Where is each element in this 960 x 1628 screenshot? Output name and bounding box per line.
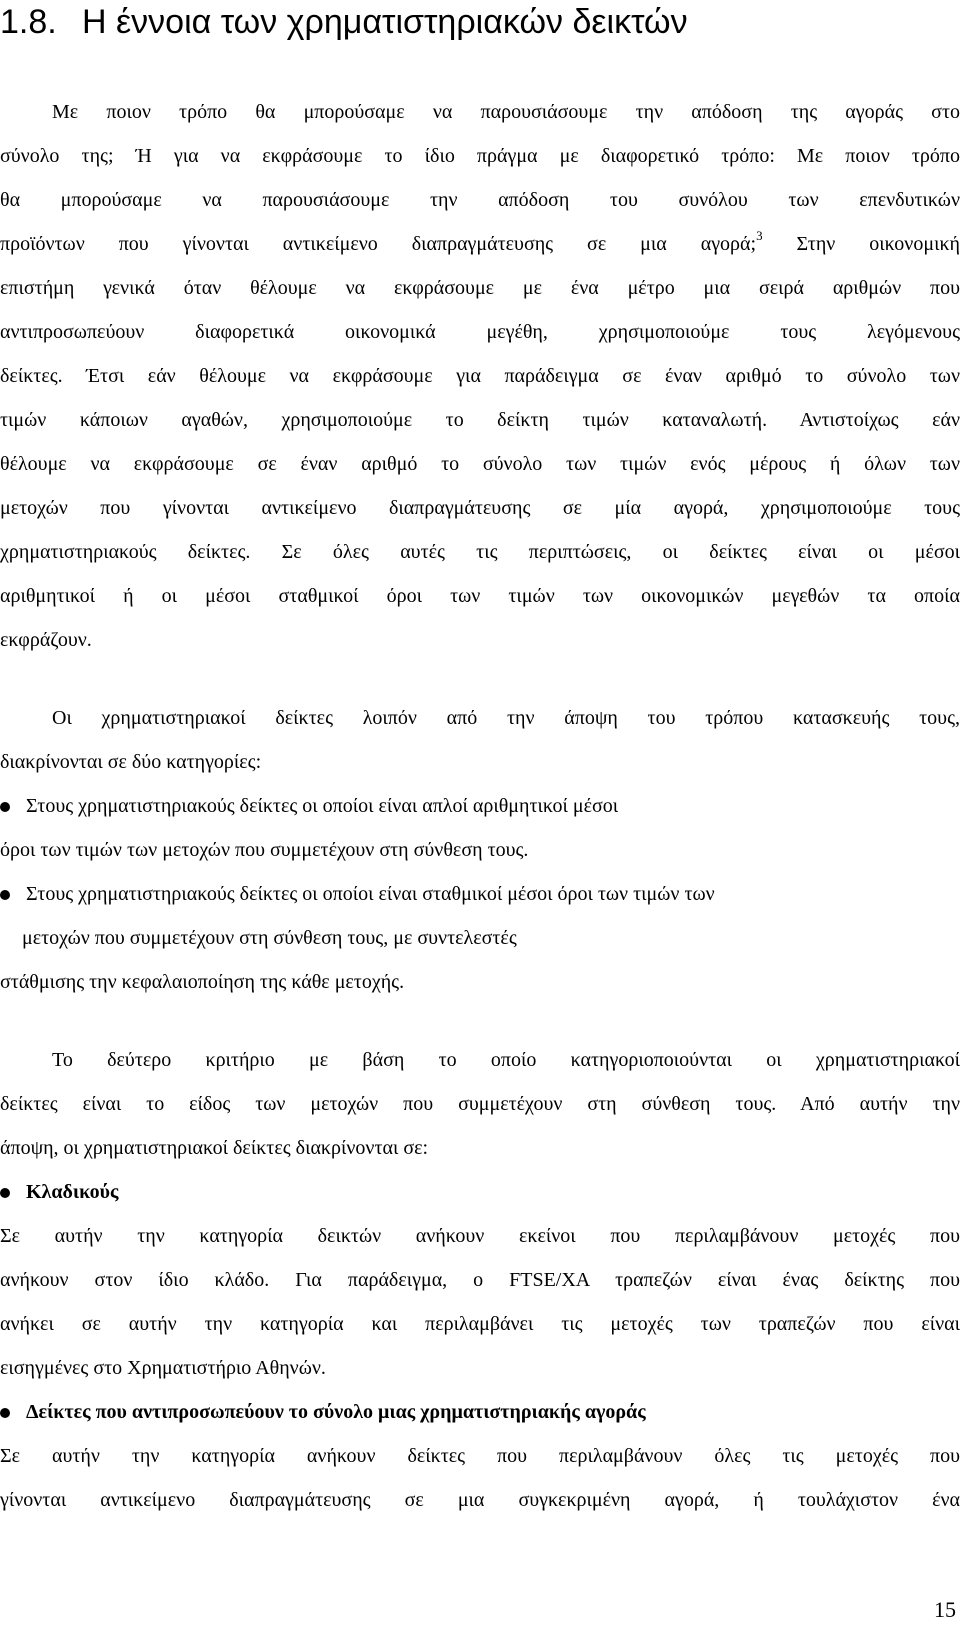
bullet-item	[0, 791, 960, 821]
paragraph-line: διακρίνονται σε δύο κατηγορίες:	[0, 751, 262, 773]
bullet-text: Στους χρηματιστηριακούς δείκτες οι οποίοι είναι σταθμικοί μέσοι όροι των τιμών των	[26, 883, 715, 905]
paragraph-line: ανήκει σε αυτήν την κατηγορία και περιλαμβάνει τις μετοχές των τραπεζών που είναι	[0, 1313, 960, 1335]
paragraph-line: θα μπορούσαμε να παρουσιάσουμε την απόδοση του συνόλου των επενδυτικών	[0, 189, 960, 211]
paragraph-line: άποψη, οι χρηματιστηριακοί δείκτες διακρίνονται σε:	[0, 1137, 429, 1159]
bullet-icon	[0, 802, 10, 812]
paragraph-line: χρηματιστηριακούς δείκτες. Σε όλες αυτές τις περιπτώσεις, οι δείκτες είναι οι μέσοι	[0, 541, 960, 563]
bullet-icon	[0, 890, 10, 900]
paragraph-line: εκφράζουν.	[0, 629, 92, 651]
section-title: Η έννοια των χρηματιστηριακών δεικτών	[82, 3, 688, 41]
bullet-icon	[0, 1408, 10, 1418]
paragraph-line: δείκτες. Έτσι εάν θέλουμε να εκφράσουμε για παράδειγμα σε έναν αριθμό το σύνολο των	[0, 365, 960, 387]
paragraph-line: Σε αυτήν την κατηγορία δεικτών ανήκουν εκείνοι που περιλαμβάνουν μετοχές που	[0, 1225, 960, 1247]
paragraph-line: εισηγμένες στο Χρηματιστήριο Αθηνών.	[0, 1357, 326, 1379]
section-heading	[0, 0, 960, 44]
page-number: 15	[934, 1597, 956, 1622]
paragraph-line: θέλουμε να εκφράσουμε σε έναν αριθμό το σύνολο των τιμών ενός μέρους ή όλων των	[0, 453, 960, 475]
section-number: 1.8.	[0, 3, 57, 41]
category-heading	[0, 1397, 960, 1427]
paragraph-line: αριθμητικοί ή οι μέσοι σταθμικοί όροι των τιμών των οικονομικών μεγεθών τα οποία	[0, 585, 960, 607]
category-heading	[0, 1177, 960, 1207]
bullet-text: Στους χρηματιστηριακούς δείκτες οι οποίοι είναι απλοί αριθμητικοί μέσοι	[26, 795, 619, 817]
paragraph-line: Το δεύτερο κριτήριο με βάση το οποίο κατηγοριοποιούνται οι χρηματιστηριακοί	[52, 1049, 960, 1071]
category-heading-text: Κλαδικούς	[26, 1181, 119, 1203]
paragraph-line: ανήκουν στον ίδιο κλάδο. Για παράδειγμα, ο FTSE/XA τραπεζών είναι ένας δείκτης που	[0, 1269, 960, 1291]
paragraph-line: επιστήμη γενικά όταν θέλουμε να εκφράσουμε με ένα μέτρο μια σειρά αριθμών που	[0, 277, 960, 299]
paragraph-line: Οι χρηματιστηριακοί δείκτες λοιπόν από την άποψη του τρόπου κατασκευής τους,	[52, 707, 960, 729]
paragraph-text: Στην οικονομική	[762, 233, 960, 255]
footnote-reference[interactable]: 3	[756, 228, 763, 244]
bullet-continuation: μετοχών που συμμετέχουν στη σύνθεση τους, με συντελεστές	[22, 927, 517, 949]
paragraph-line: Σε αυτήν την κατηγορία ανήκουν δείκτες που περιλαμβάνουν όλες τις μετοχές που	[0, 1445, 960, 1467]
paragraph-line	[0, 229, 960, 259]
bullet-item	[0, 879, 960, 909]
paragraph-line: σύνολο της; Ή για να εκφράσουμε το ίδιο πράγμα με διαφορετικό τρόπο: Με ποιον τρόπο	[0, 145, 960, 167]
paragraph-line: γίνονται αντικείμενο διαπραγμάτευσης σε μια συγκεκριμένη αγορά, ή τουλάχιστον ένα	[0, 1489, 960, 1511]
bullet-continuation: όροι των τιμών των μετοχών που συμμετέχουν στη σύνθεση τους.	[0, 839, 529, 861]
bullet-continuation: στάθμισης την κεφαλαιοποίηση της κάθε μετοχής.	[0, 971, 405, 993]
paragraph-line: Με ποιον τρόπο θα μπορούσαμε να παρουσιάσουμε την απόδοση της αγοράς στο	[52, 101, 960, 123]
paragraph-text: προϊόντων που γίνονται αντικείμενο διαπραγμάτευσης σε μια αγορά;	[0, 233, 757, 255]
paragraph-line: μετοχών που γίνονται αντικείμενο διαπραγμάτευσης σε μία αγορά, χρησιμοποιούμε τους	[0, 497, 960, 519]
paragraph-line: δείκτες είναι το είδος των μετοχών που συμμετέχουν στη σύνθεση τους. Από αυτήν την	[0, 1093, 960, 1115]
category-heading-text: Δείκτες που αντιπροσωπεύουν το σύνολο μιας χρηματιστηριακής αγοράς	[26, 1401, 646, 1423]
bullet-icon	[0, 1188, 10, 1198]
paragraph-line: αντιπροσωπεύουν διαφορετικά οικονομικά μεγέθη, χρησιμοποιούμε τους λεγόμενους	[0, 321, 960, 343]
paragraph-line: τιμών κάποιων αγαθών, χρησιμοποιούμε το δείκτη τιμών καταναλωτή. Αντιστοίχως εάν	[0, 409, 960, 431]
